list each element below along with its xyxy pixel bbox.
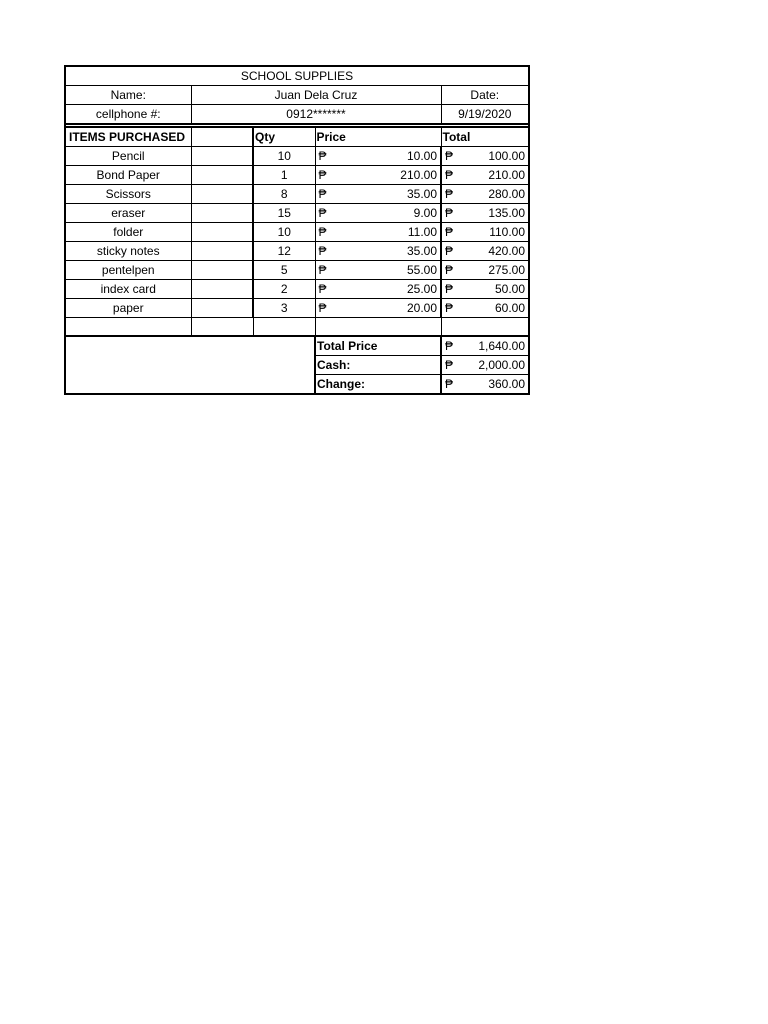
item-price-cell[interactable]: [315, 185, 441, 204]
peso-sign: ₱: [318, 263, 327, 277]
title-row: [65, 66, 529, 86]
item-name[interactable]: pentelpen: [65, 261, 191, 280]
peso-sign: ₱: [318, 168, 327, 182]
peso-sign: ₱: [318, 225, 327, 239]
cash-cell[interactable]: [441, 355, 529, 374]
table-row: [65, 299, 529, 318]
item-name[interactable]: Bond Paper: [65, 166, 191, 185]
table-row: [65, 280, 529, 299]
item-qty[interactable]: 10: [253, 147, 315, 166]
item-total: 60.00: [495, 301, 526, 315]
blank-cell[interactable]: [191, 299, 253, 318]
item-price: 35.00: [406, 244, 437, 258]
item-qty[interactable]: 15: [253, 204, 315, 223]
item-qty[interactable]: 3: [253, 299, 315, 318]
peso-sign: ₱: [445, 244, 454, 258]
table-row: [65, 166, 529, 185]
peso-sign: ₱: [445, 187, 454, 201]
phone-label: cellphone #:: [65, 105, 191, 125]
change-cell[interactable]: [441, 374, 529, 394]
item-total-cell[interactable]: [441, 147, 529, 166]
blank-cell[interactable]: [191, 280, 253, 299]
peso-sign: ₱: [445, 338, 454, 353]
item-price: 25.00: [406, 282, 437, 296]
item-total: 420.00: [488, 244, 526, 258]
sheet-title: SCHOOL SUPPLIES: [65, 66, 529, 86]
item-qty[interactable]: 5: [253, 261, 315, 280]
item-total: 280.00: [488, 187, 526, 201]
blank-cell[interactable]: [191, 185, 253, 204]
item-total-cell[interactable]: [441, 280, 529, 299]
header-items: ITEMS PURCHASED: [65, 127, 191, 147]
items-list: [65, 147, 529, 318]
item-name[interactable]: Scissors: [65, 185, 191, 204]
change-value: 360.00: [488, 376, 526, 391]
table-row: [65, 261, 529, 280]
item-price: 11.00: [407, 225, 437, 239]
peso-sign: ₱: [445, 206, 454, 220]
item-price-cell[interactable]: [315, 204, 441, 223]
header-blank: [191, 127, 253, 147]
item-total: 110.00: [489, 225, 526, 239]
item-total-cell[interactable]: [441, 261, 529, 280]
table-row: [65, 185, 529, 204]
table-row: [65, 223, 529, 242]
item-name[interactable]: eraser: [65, 204, 191, 223]
item-name[interactable]: paper: [65, 299, 191, 318]
item-price-cell[interactable]: [315, 280, 441, 299]
item-qty[interactable]: 10: [253, 223, 315, 242]
peso-sign: ₱: [318, 282, 327, 296]
name-label: Name:: [65, 86, 191, 105]
item-total: 100.00: [488, 149, 526, 163]
cash-value: 2,000.00: [478, 357, 526, 372]
date-value[interactable]: 9/19/2020: [441, 105, 529, 125]
table-row: [65, 204, 529, 223]
phone-value[interactable]: 0912*******: [191, 105, 441, 125]
item-total-cell[interactable]: [441, 204, 529, 223]
peso-sign: ₱: [445, 357, 454, 372]
item-total: 50.00: [495, 282, 526, 296]
change-label: Change:: [315, 374, 441, 394]
item-price-cell[interactable]: [315, 242, 441, 261]
blank-row: [65, 318, 529, 336]
total-price-label: Total Price: [315, 336, 441, 356]
peso-sign: ₱: [445, 149, 454, 163]
blank-cell[interactable]: [253, 318, 315, 336]
item-price-cell[interactable]: [315, 223, 441, 242]
phone-row: [65, 105, 529, 125]
item-name[interactable]: index card: [65, 280, 191, 299]
blank-cell[interactable]: [191, 242, 253, 261]
blank-cell[interactable]: [191, 204, 253, 223]
item-total: 275.00: [488, 263, 526, 277]
blank-cell[interactable]: [191, 223, 253, 242]
header-total: Total: [441, 127, 529, 147]
item-name[interactable]: Pencil: [65, 147, 191, 166]
blank-cell[interactable]: [191, 147, 253, 166]
item-total-cell[interactable]: [441, 299, 529, 318]
item-price: 10.00: [406, 149, 437, 163]
peso-sign: ₱: [318, 206, 327, 220]
peso-sign: ₱: [445, 168, 454, 182]
blank-cell[interactable]: [191, 166, 253, 185]
header-qty: Qty: [253, 127, 315, 147]
item-total: 210.00: [488, 168, 526, 182]
peso-sign: ₱: [318, 187, 327, 201]
peso-sign: ₱: [445, 301, 454, 315]
item-total-cell[interactable]: [441, 185, 529, 204]
item-price-cell[interactable]: [315, 166, 441, 185]
item-price: 35.00: [406, 187, 437, 201]
summary-blank-area: [65, 336, 315, 394]
item-price: 20.00: [406, 301, 437, 315]
item-qty[interactable]: 8: [253, 185, 315, 204]
peso-sign: ₱: [445, 225, 454, 239]
item-qty[interactable]: 12: [253, 242, 315, 261]
item-total-cell[interactable]: [441, 223, 529, 242]
item-qty[interactable]: 2: [253, 280, 315, 299]
date-label: Date:: [441, 86, 529, 105]
blank-cell[interactable]: [191, 318, 253, 336]
peso-sign: ₱: [445, 263, 454, 277]
total-price-cell[interactable]: [441, 336, 529, 356]
item-name[interactable]: sticky notes: [65, 242, 191, 261]
header-price: Price: [315, 127, 441, 147]
peso-sign: ₱: [318, 149, 327, 163]
item-total-cell[interactable]: [441, 242, 529, 261]
item-price-cell[interactable]: [315, 299, 441, 318]
column-header-row: [65, 127, 529, 147]
name-row: [65, 86, 529, 105]
blank-cell[interactable]: [191, 261, 253, 280]
table-row: [65, 242, 529, 261]
blank-cell[interactable]: [315, 318, 441, 336]
peso-sign: ₱: [318, 301, 327, 315]
item-price-cell[interactable]: [315, 147, 441, 166]
item-price: 210.00: [400, 168, 437, 182]
item-total-cell[interactable]: [441, 166, 529, 185]
total-price-row: [65, 336, 529, 356]
item-price-cell[interactable]: [315, 261, 441, 280]
table-row: [65, 147, 529, 166]
item-qty[interactable]: 1: [253, 166, 315, 185]
peso-sign: ₱: [445, 376, 454, 391]
item-price: 9.00: [413, 206, 437, 220]
peso-sign: ₱: [445, 282, 454, 296]
peso-sign: ₱: [318, 244, 327, 258]
receipt-table: [64, 65, 530, 395]
receipt-sheet: [64, 65, 528, 395]
blank-cell[interactable]: [441, 318, 529, 336]
item-price: 55.00: [406, 263, 437, 277]
name-value[interactable]: Juan Dela Cruz: [191, 86, 441, 105]
item-total: 135.00: [488, 206, 526, 220]
blank-cell[interactable]: [65, 318, 191, 336]
cash-label: Cash:: [315, 355, 441, 374]
item-name[interactable]: folder: [65, 223, 191, 242]
total-price-value: 1,640.00: [478, 338, 526, 353]
